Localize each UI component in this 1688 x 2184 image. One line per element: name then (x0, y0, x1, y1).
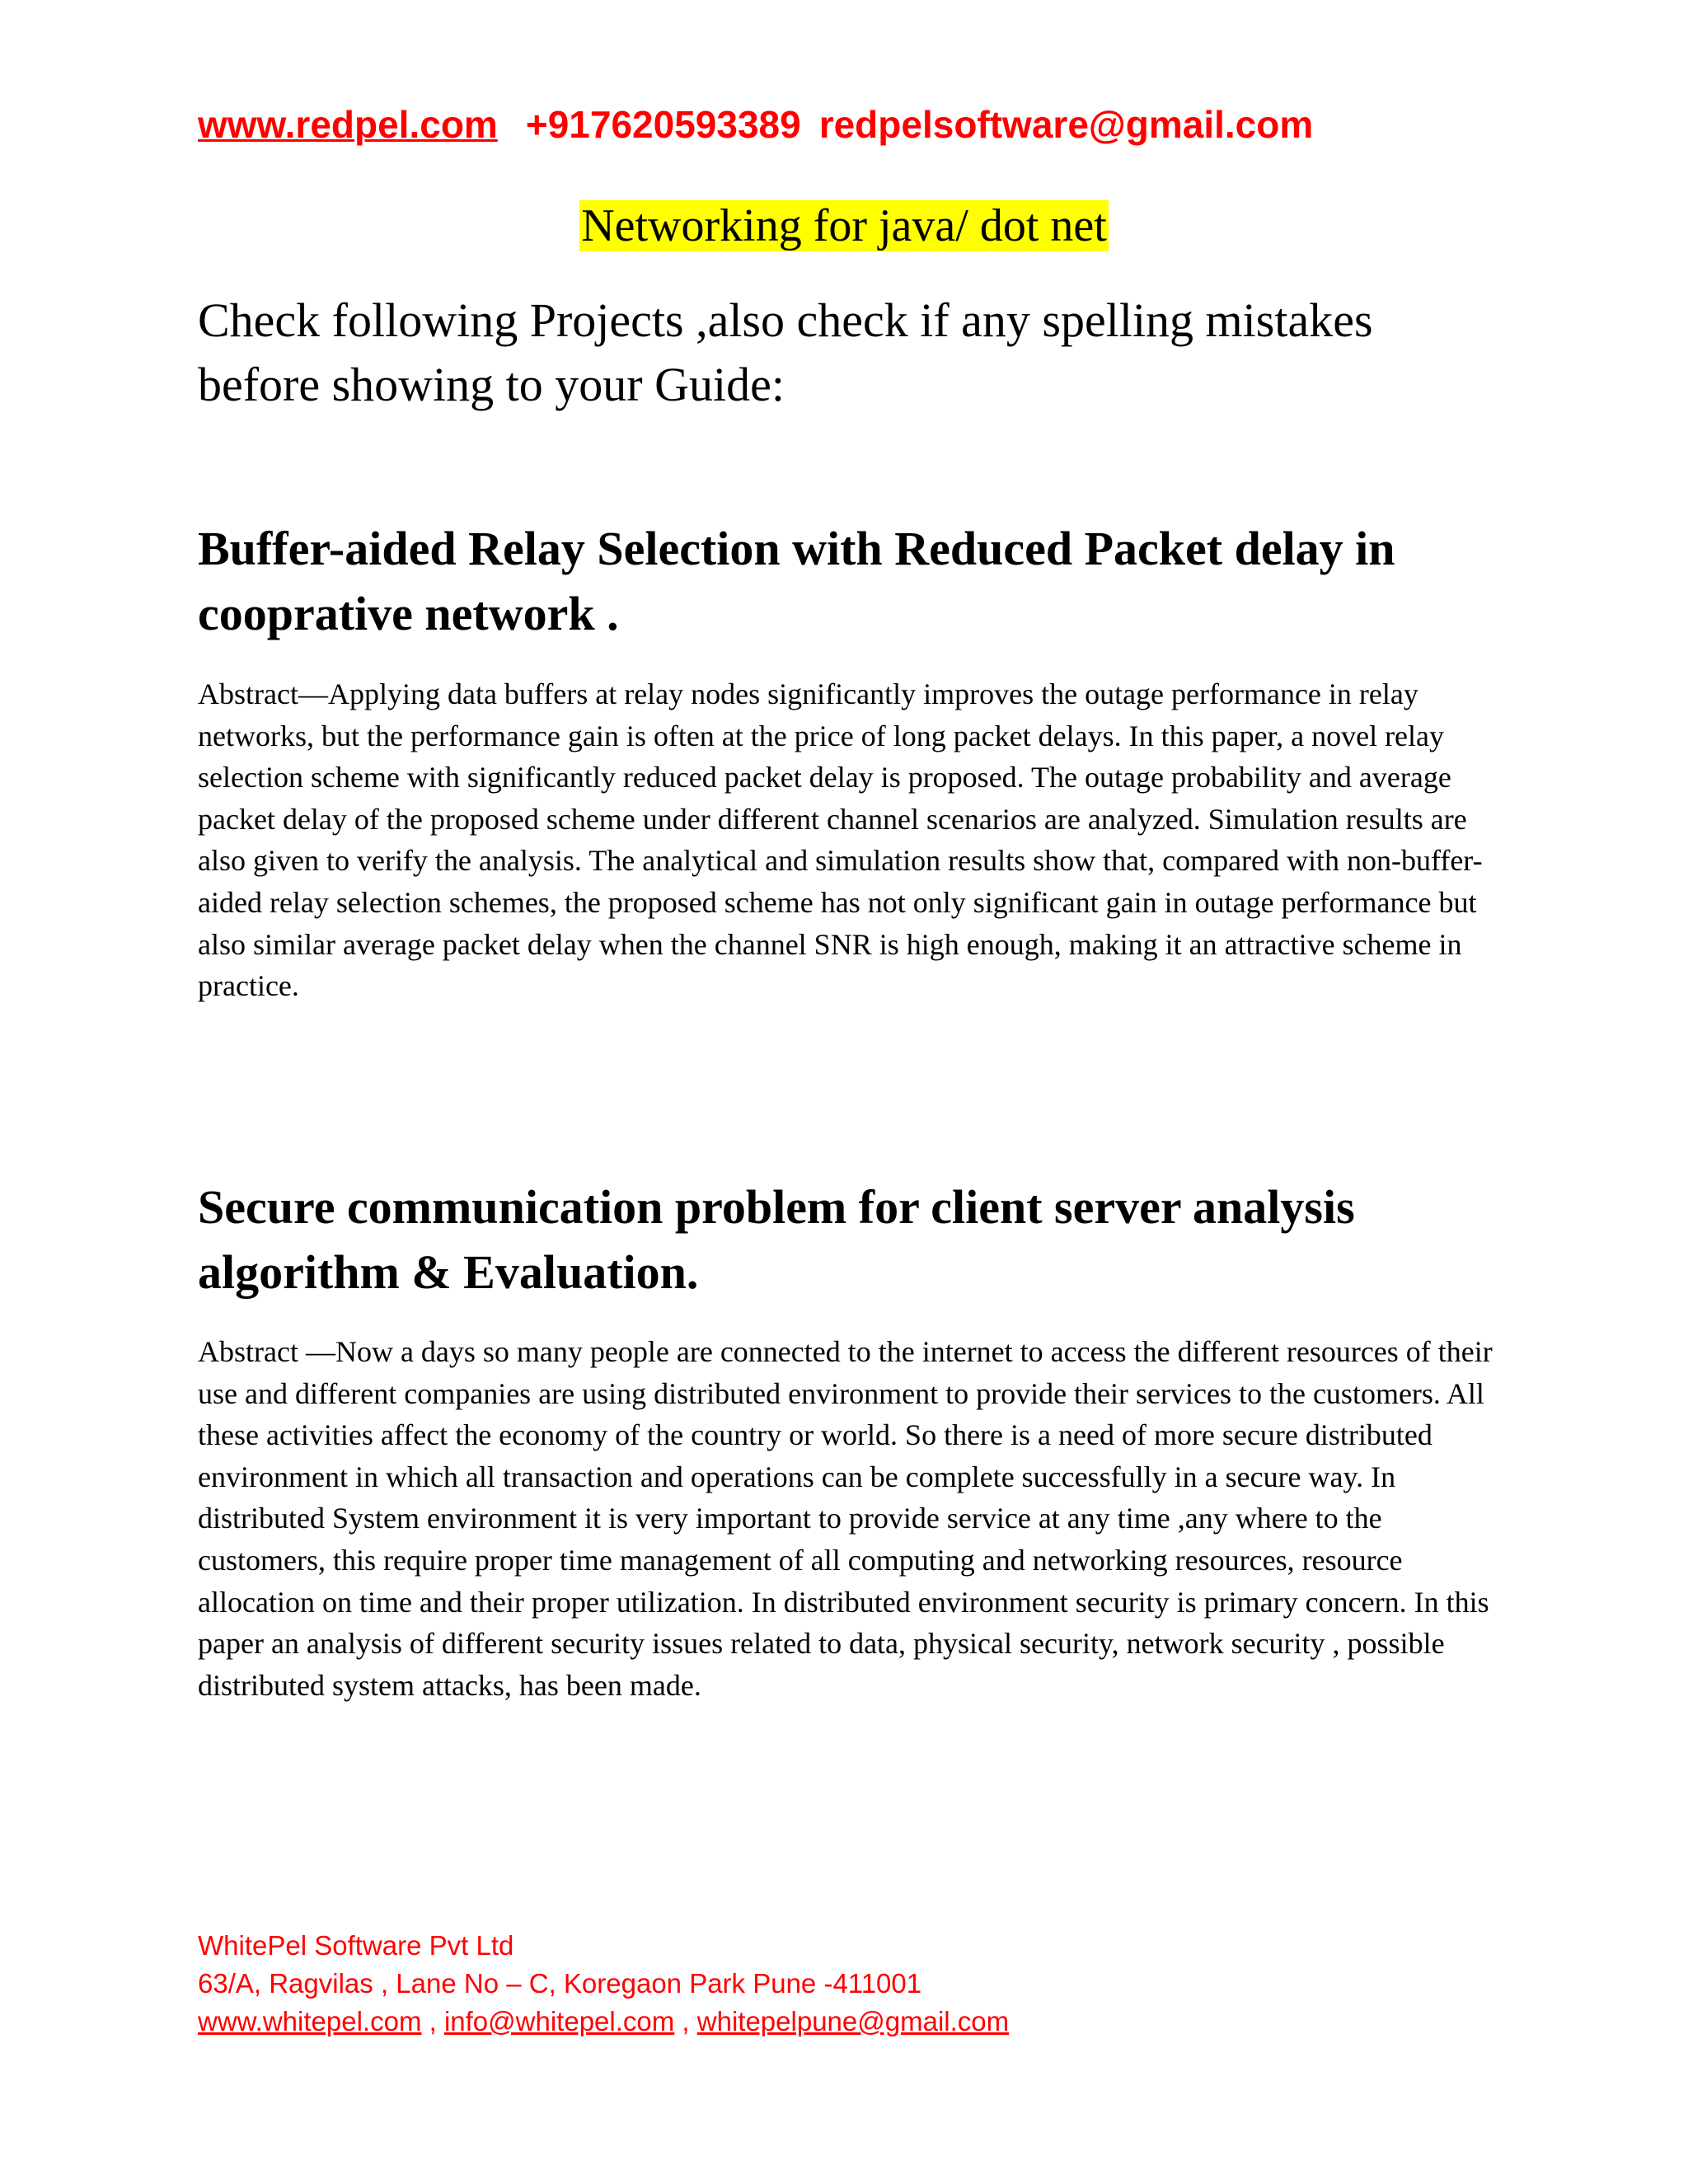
info-email-link[interactable]: info@whitepel.com (443, 2006, 675, 2036)
gmail-link[interactable]: whitepelpune@gmail.com (696, 2006, 1010, 2036)
footer-address: 63/A, Ragvilas , Lane No – C, Koregaon Park Pune -411001 (198, 1968, 922, 1999)
project-2-title: Secure communication problem for client server analysis algorithm & Evaluation. (198, 1180, 1355, 1299)
footer (198, 1927, 1009, 2041)
footer-separator: , (674, 2006, 697, 2036)
footer-separator: , (421, 2006, 444, 2036)
project-2-abstract: Abstract —Now a days so many people are connected to the internet to access the different resources of their use and different companies are using distributed environment to provide their services to the customers. All these activities affect the economy of the country or world. So there is a need of more secure distributed environment in which all transaction and operations can be complete successfully in a secure way. In distributed System environment it is very important to provide service at any time ,any where to the customers, this require proper time management of all computing and networking resources, resource allocation on time and their proper utilization. In distributed environment security is primary concern. In this paper an analysis of different security issues related to data, physical security, network security , possible distributed system attacks, has been made. (198, 1335, 1493, 1702)
contact-header (198, 102, 1313, 147)
redpel-phone: +917620593389 (525, 103, 801, 146)
project-1-abstract: Abstract—Applying data buffers at relay nodes significantly improves the outage performance in relay networks, but the performance gain is often at the price of long packet delays. In this paper, a novel relay selection scheme with significantly reduced packet delay is proposed. The outage probability and average packet delay of the proposed scheme under different channel scenarios are analyzed. Simulation results are also given to verify the analysis. The analytical and simulation results show that, compared with non-buffer-aided relay selection schemes, the proposed scheme has not only significant gain in outage performance but also similar average packet delay when the channel SNR is high enough, making it an attractive scheme in practice. (198, 677, 1483, 1003)
footer-links (198, 2003, 1009, 2041)
topic-highlight: Networking for java/ dot net (581, 200, 1107, 251)
redpel-email: redpelsoftware@gmail.com (818, 103, 1314, 146)
whitepel-website-link[interactable]: www.whitepel.com (198, 2006, 422, 2036)
project-1-title: Buffer-aided Relay Selection with Reduced Packet delay in cooprаtive network . (198, 522, 1395, 640)
redpel-website-link[interactable]: www.redpel.com (198, 103, 498, 146)
topic-heading (0, 198, 1688, 254)
footer-company: WhitePel Software Pvt Ltd (198, 1930, 514, 1961)
intro-text: Check following Projects ,also check if any spelling mistakes before showing to your Guide: (198, 293, 1373, 411)
